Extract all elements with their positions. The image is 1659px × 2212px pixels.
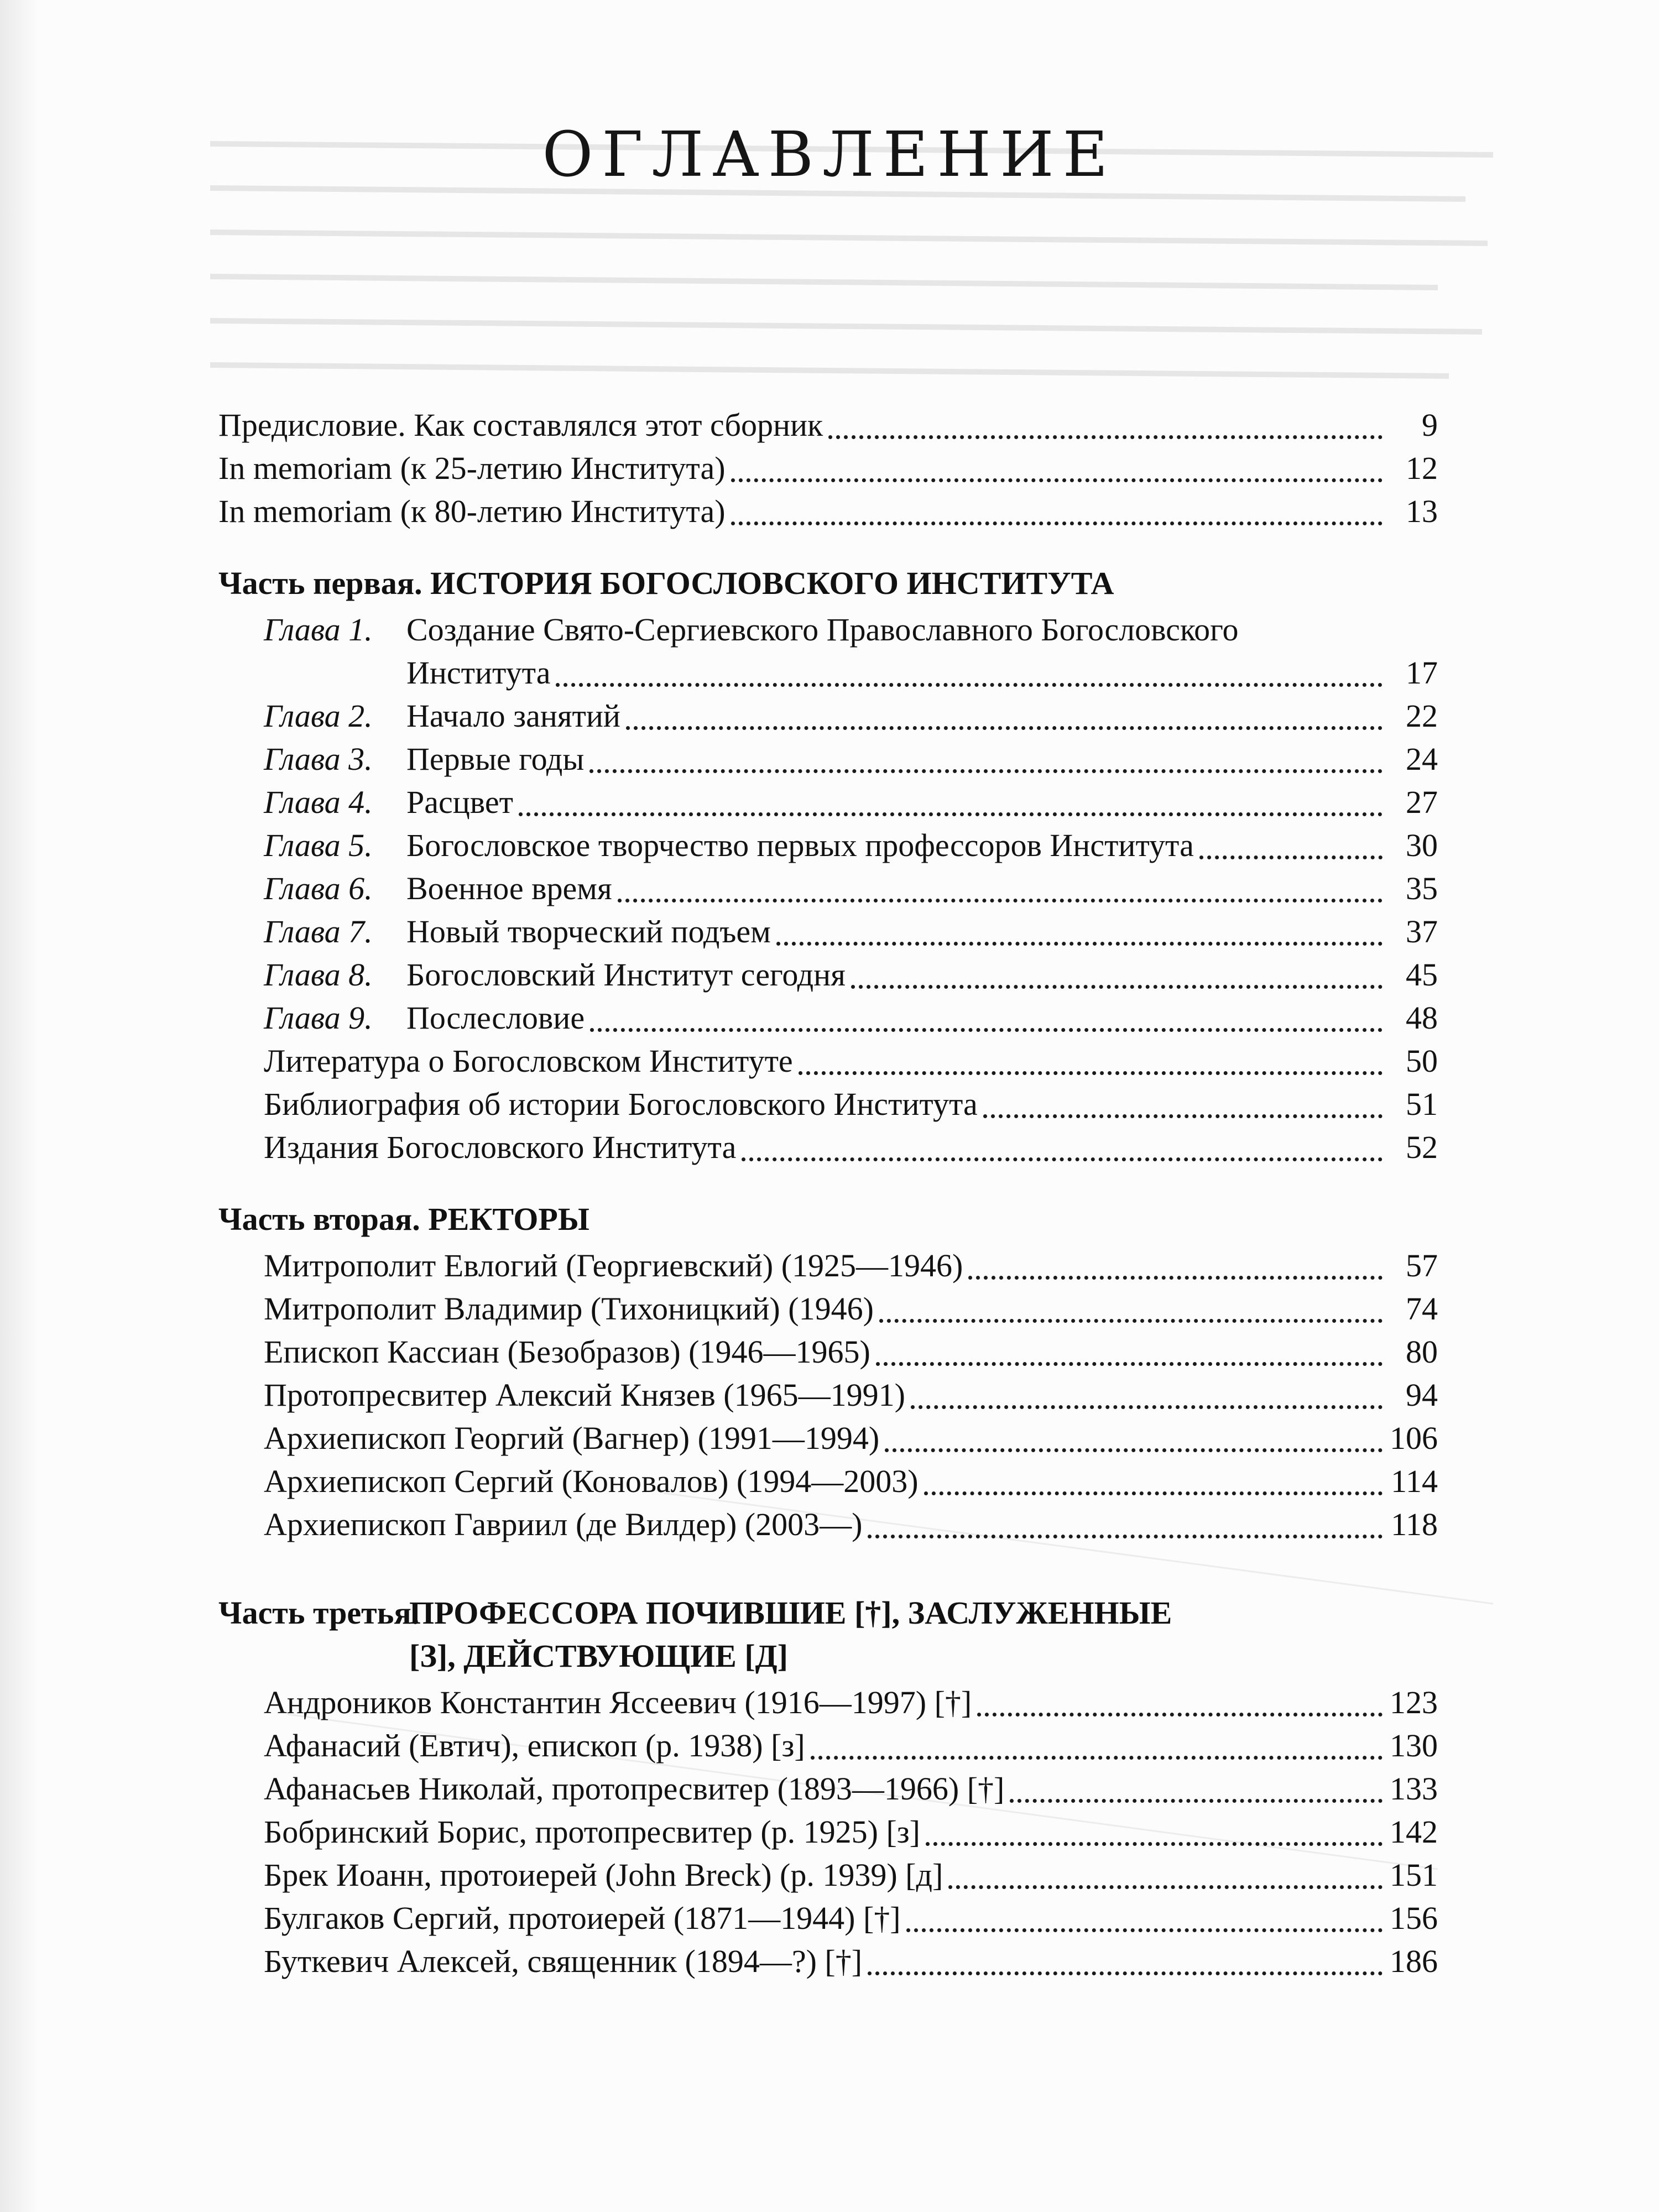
entry-text: In memoriam (к 25-летию Института) [218,450,726,486]
entry-text: Первые годы [406,741,585,777]
page-number: 80 [1406,1334,1438,1370]
page-number: 123 [1390,1684,1438,1720]
page-number: 133 [1390,1771,1438,1807]
dot-leader [731,476,1383,482]
table-of-contents [218,404,1438,1983]
dot-leader [731,519,1383,525]
page-edge-shadow [0,0,39,2212]
toc-entry-professor-4[interactable] [218,1811,1438,1854]
toc-entry-bibliography[interactable] [218,1083,1438,1126]
toc-entry-literature[interactable] [218,1040,1438,1083]
part-3-heading [218,1592,1438,1678]
page-number: 17 [1406,655,1438,691]
entry-text: Митрополит Евлогий (Георгиевский) (1925—1946) [264,1248,963,1284]
chapter-label: Глава 4. [264,784,373,820]
page-number: 57 [1406,1248,1438,1284]
entry-text: Булгаков Сергий, протоиерей (1871—1944) [†] [264,1900,901,1936]
toc-entry-chapter-3[interactable] [218,738,1438,781]
entry-text: Епископ Кассиан (Безобразов) (1946—1965) [264,1334,870,1370]
dot-leader [924,1489,1383,1495]
chapter-label: Глава 3. [264,741,373,777]
toc-entry-rector-6[interactable] [218,1460,1438,1503]
entry-text: In memoriam (к 80-летию Института) [218,493,726,529]
entry-text: Буткевич Алексей, священник (1894—?) [†] [264,1943,863,1979]
chapter-label: Глава 8. [264,957,373,993]
dot-leader [926,1840,1383,1846]
page-number: 12 [1406,450,1438,486]
toc-entry-in-memoriam-80[interactable] [218,490,1438,533]
page-number: 37 [1406,914,1438,950]
dot-leader [948,1883,1383,1889]
part-3-heading-line1: ПРОФЕССОРА ПОЧИВШИЕ [†], ЗАСЛУЖЕННЫЕ [409,1595,1172,1631]
dot-leader [851,983,1383,989]
toc-entry-rector-7[interactable] [218,1503,1438,1546]
dot-leader [968,1274,1383,1280]
chapter-label: Глава 6. [264,870,373,906]
dot-leader [799,1069,1383,1075]
toc-entry-rector-5[interactable] [218,1417,1438,1460]
toc-entry-professor-5[interactable] [218,1854,1438,1897]
dot-leader [1199,853,1383,859]
dot-leader [868,1969,1383,1975]
toc-entry-chapter-6[interactable] [218,867,1438,910]
dot-leader [590,1026,1383,1032]
toc-entry-professor-3[interactable] [218,1767,1438,1811]
page-number: 13 [1406,493,1438,529]
page-number: 27 [1406,784,1438,820]
entry-text: Протопресвитер Алексий Князев (1965—1991) [264,1377,905,1413]
dot-leader [911,1403,1383,1409]
toc-entry-professor-1[interactable] [218,1681,1438,1724]
toc-entry-chapter-4[interactable] [218,781,1438,824]
dot-leader [876,1360,1383,1366]
dot-leader [618,896,1383,902]
page-number: 106 [1390,1420,1438,1456]
chapter-label: Глава 7. [264,914,373,950]
part-1-heading: Часть первая. ИСТОРИЯ БОГОСЛОВСКОГО ИНСТИТУТА [218,565,1114,601]
part-2-heading: Часть вторая. РЕКТОРЫ [218,1201,589,1237]
entry-text: Афанасий (Евтич), епископ (р. 1938) [з] [264,1728,805,1764]
toc-entry-chapter-7[interactable] [218,910,1438,953]
page-number: 52 [1406,1129,1438,1165]
toc-entry-rector-1[interactable] [218,1244,1438,1287]
entry-text-line1: Создание Свято-Сергиевского Православного Богословского [406,612,1239,648]
dot-leader [742,1155,1383,1161]
dot-leader [519,810,1383,816]
chapter-label: Глава 2. [264,698,373,734]
page-number: 22 [1406,698,1438,734]
entry-text: Послесловие [406,1000,585,1036]
toc-entry-rector-4[interactable] [218,1374,1438,1417]
chapter-label: Глава 9. [264,1000,373,1036]
entry-text: Архиепископ Георгий (Вагнер) (1991—1994) [264,1420,880,1456]
page-number: 24 [1406,741,1438,777]
entry-text: Брек Иоанн, протоиерей (John Breck) (р. 1939) [д] [264,1857,943,1893]
page-number: 74 [1406,1291,1438,1327]
page-number: 50 [1406,1043,1438,1079]
dot-leader [776,940,1383,946]
entry-text: Андроников Константин Яссеевич (1916—1997) [†] [264,1684,972,1720]
page-number: 151 [1390,1857,1438,1893]
entry-text: Архиепископ Гавриил (де Вилдер) (2003—) [264,1506,863,1542]
dot-leader [868,1532,1383,1538]
dot-leader [626,724,1383,730]
page-number: 9 [1422,407,1438,443]
page-number: 45 [1406,957,1438,993]
chapter-label: Глава 5. [264,827,373,863]
toc-entry-chapter-9[interactable] [218,997,1438,1040]
page-number: 130 [1390,1728,1438,1764]
toc-entry-in-memoriam-25[interactable] [218,447,1438,490]
entry-text: Издания Богословского Института [264,1129,737,1165]
entry-text: Бобринский Борис, протопресвитер (р. 1925) [з] [264,1814,920,1850]
page-number: 30 [1406,827,1438,863]
dot-leader [885,1446,1383,1452]
entry-text: Митрополит Владимир (Тихоницкий) (1946) [264,1291,874,1327]
dot-leader [977,1710,1383,1717]
page-number: 94 [1406,1377,1438,1413]
page-number: 51 [1406,1086,1438,1122]
entry-text: Богословский Институт сегодня [406,957,846,993]
toc-entry-publications[interactable] [218,1126,1438,1169]
dot-leader [811,1754,1383,1760]
entry-text: Предисловие. Как составлялся этот сборник [218,407,823,443]
dot-leader [556,681,1383,687]
dot-leader [906,1926,1383,1932]
page-number: 48 [1406,1000,1438,1036]
page-number: 142 [1390,1814,1438,1850]
part-3-heading-label: Часть третья. [218,1595,420,1631]
toc-entry-preface[interactable] [218,404,1438,447]
page-number: 114 [1391,1463,1438,1499]
toc-entry-rector-3[interactable] [218,1331,1438,1374]
entry-text: Начало занятий [406,698,620,734]
page-title: ОГЛАВЛЕНИЕ [542,119,1117,191]
dot-leader [828,433,1383,439]
toc-entry-rector-2[interactable] [218,1287,1438,1331]
page-number: 35 [1406,870,1438,906]
entry-text: Афанасьев Николай, протопресвитер (1893—1966) [†] [264,1771,1005,1807]
page-number: 186 [1390,1943,1438,1979]
page-number: 156 [1390,1900,1438,1936]
toc-entry-professor-7[interactable] [218,1940,1438,1983]
toc-entry-chapter-5[interactable] [218,824,1438,867]
toc-entry-professor-6[interactable] [218,1897,1438,1940]
toc-entry-chapter-1[interactable] [218,608,1438,695]
entry-text: Богословское творчество первых профессоров Института [406,827,1194,863]
entry-text: Новый творческий подъем [406,914,771,950]
toc-entry-chapter-8[interactable] [218,953,1438,997]
dot-leader [589,767,1383,773]
entry-text-line2: Института [406,655,551,691]
dot-leader [1010,1797,1383,1803]
entry-text: Военное время [406,870,612,906]
entry-text: Литература о Богословском Институте [264,1043,793,1079]
entry-text: Библиография об истории Богословского Института [264,1086,978,1122]
chapter-label: Глава 1. [264,612,373,648]
entry-text: Расцвет [406,784,513,820]
toc-entry-chapter-2[interactable] [218,695,1438,738]
part-3-heading-line2: [З], ДЕЙСТВУЮЩИЕ [Д] [409,1638,788,1674]
page-number: 118 [1391,1506,1438,1542]
dot-leader [983,1112,1383,1118]
entry-text: Архиепископ Сергий (Коновалов) (1994—2003) [264,1463,919,1499]
dot-leader [879,1317,1383,1323]
toc-entry-professor-2[interactable] [218,1724,1438,1767]
